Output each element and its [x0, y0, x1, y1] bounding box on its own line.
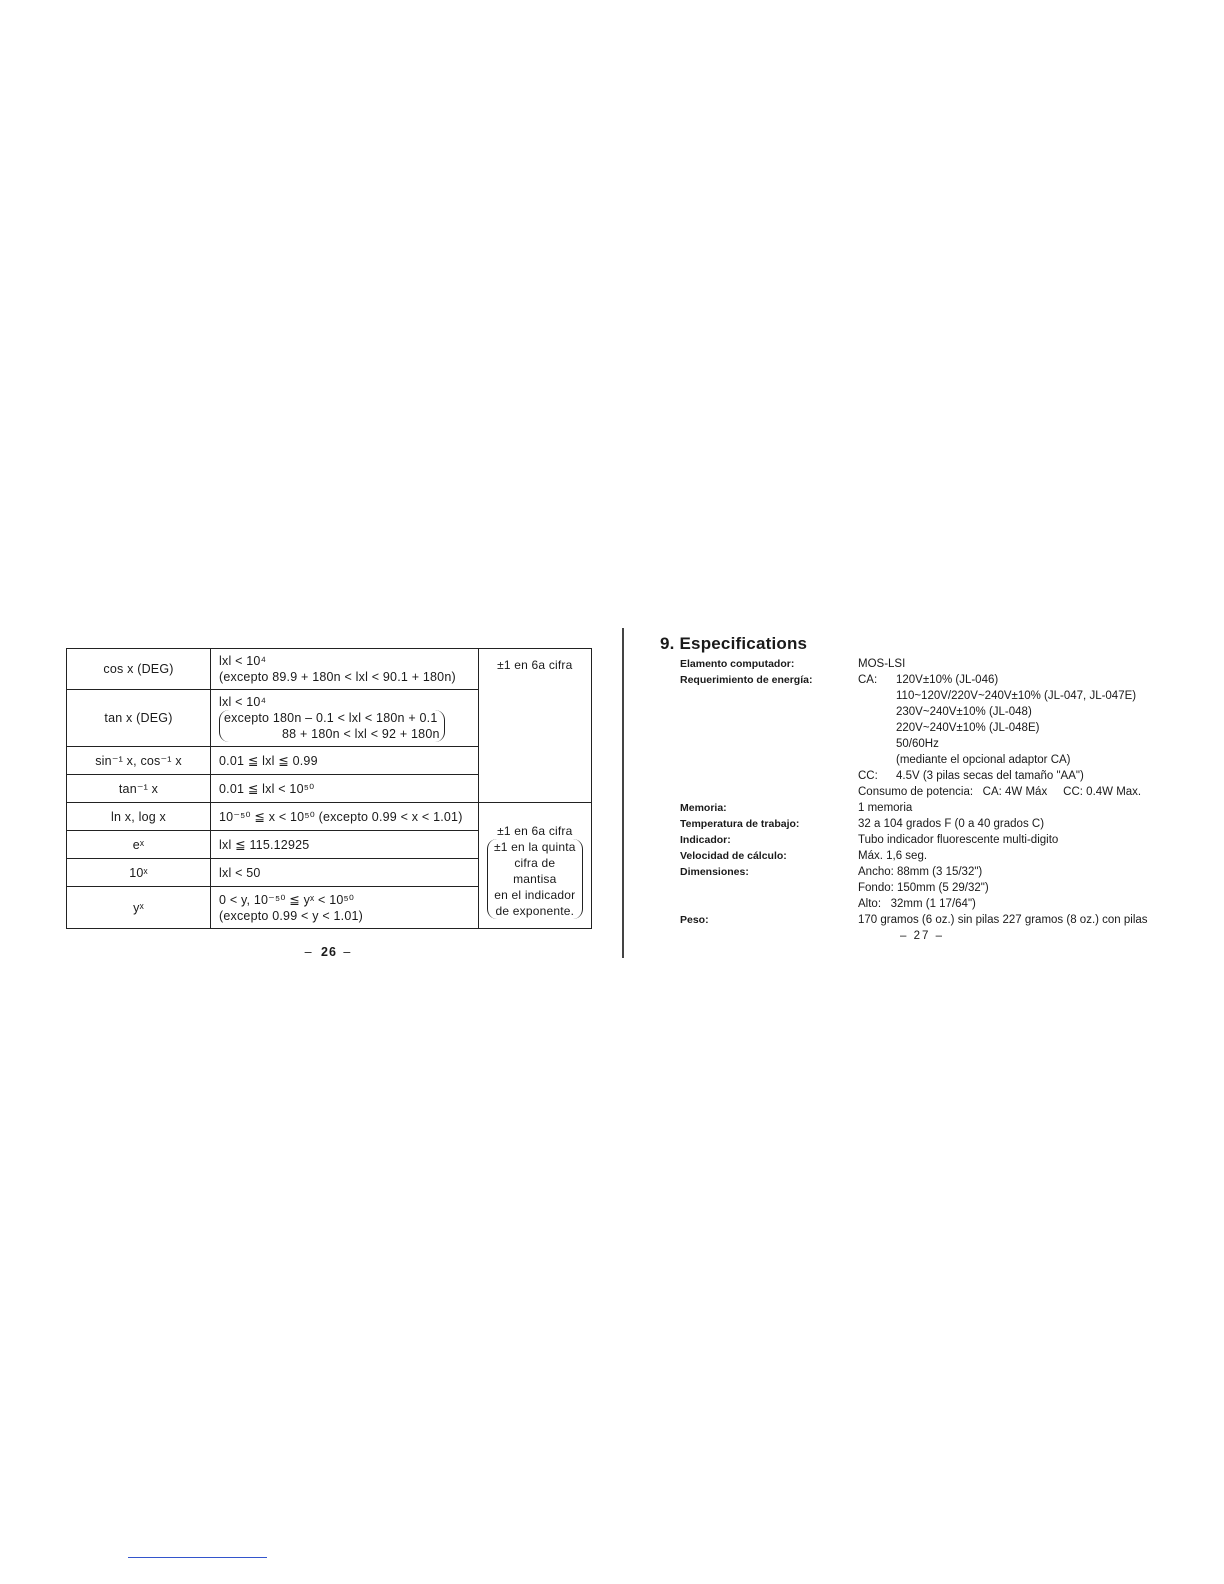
spec-peso: Peso: 170 gramos (6 oz.) sin pilas 227 gramos (8 oz.) con pilas: [680, 914, 1148, 926]
function-cell: sin⁻¹ x, cos⁻¹ x: [67, 747, 211, 775]
range-cell: lxl < 10⁴ excepto 180n – 0.1 < lxl < 180n + 0.1 88 + 180n < lxl < 92 + 180n: [211, 690, 479, 747]
right-page: [660, 634, 1202, 942]
function-cell: tan x (DEG): [67, 690, 211, 747]
function-cell: tan⁻¹ x: [67, 775, 211, 803]
table-row: [67, 649, 592, 690]
spec-indicador: Indicador: Tubo indicador fluorescente multi-digito: [680, 834, 1059, 846]
spec-memoria: Memoria: 1 memoria: [680, 802, 913, 814]
function-cell: ln x, log x: [67, 803, 211, 831]
range-cell: 0 < y, 10⁻⁵⁰ ≦ yˣ < 10⁵⁰ (excepto 0.99 < y < 1.01): [211, 887, 479, 929]
spec-energia: Requerimiento de energía: CA: 120V±10% (JL-046) 110~120V/220V~240V±10% (JL-047, JL-047E) 230V~240V±10% (JL-048) 220V~240V±10% (JL-048E) 50/60Hz (mediante el opcional adaptor CA) CC: 4.5V (3 pilas secas del tamaño "AA") Consumo de potencia: CA: 4W Máx CC: 0.4W Max.: [680, 674, 1142, 798]
range-cell: lxl < 10⁴ (excepto 89.9 + 180n < lxl < 90.1 + 180n): [211, 649, 479, 690]
spec-dimensiones: Dimensiones: Ancho: 88mm (3 15/32") Fondo: 150mm (5 29/32") Alto: 32mm (1 17/64"): [680, 866, 989, 910]
accuracy-table: [66, 648, 592, 929]
range-cell: 0.01 ≦ lxl ≦ 0.99: [211, 747, 479, 775]
range-cell: lxl < 50: [211, 859, 479, 887]
page-gutter: [622, 628, 624, 958]
exception-bracket: excepto 180n – 0.1 < lxl < 180n + 0.1 88 + 180n < lxl < 92 + 180n: [219, 710, 445, 742]
spec-elemento: Elamento computador: MOS-LSI: [680, 658, 906, 670]
range-cell: 0.01 ≦ lxl < 10⁵⁰: [211, 775, 479, 803]
table-row: [67, 803, 592, 831]
range-cell: 10⁻⁵⁰ ≦ x < 10⁵⁰ (excepto 0.99 < x < 1.01): [211, 803, 479, 831]
function-cell: 10ˣ: [67, 859, 211, 887]
function-cell: eˣ: [67, 831, 211, 859]
section-title: 9. Especifications: [660, 634, 808, 653]
page-number-right: – 27 –: [900, 930, 944, 942]
error-bracket: ±1 en la quinta cifra de mantisa en el indicador de exponente.: [487, 839, 583, 919]
spec-temperatura: Temperatura de trabajo: 32 a 104 grados F (0 a 40 grados C): [680, 818, 1045, 830]
function-cell: cos x (DEG): [67, 649, 211, 690]
range-cell: lxl ≦ 115.12925: [211, 831, 479, 859]
function-cell: yˣ: [67, 887, 211, 929]
error-cell-bottom: ±1 en 6a cifra ±1 en la quinta cifra de mantisa en el indicador de exponente.: [478, 803, 591, 929]
link-underline: [128, 1557, 267, 1558]
spec-velocidad: Velocidad de cálculo: Máx. 1,6 seg.: [680, 850, 928, 862]
error-cell-top: ±1 en 6a cifra: [478, 649, 591, 803]
left-page: [66, 648, 592, 959]
page-number-left: – 26 –: [304, 945, 354, 959]
